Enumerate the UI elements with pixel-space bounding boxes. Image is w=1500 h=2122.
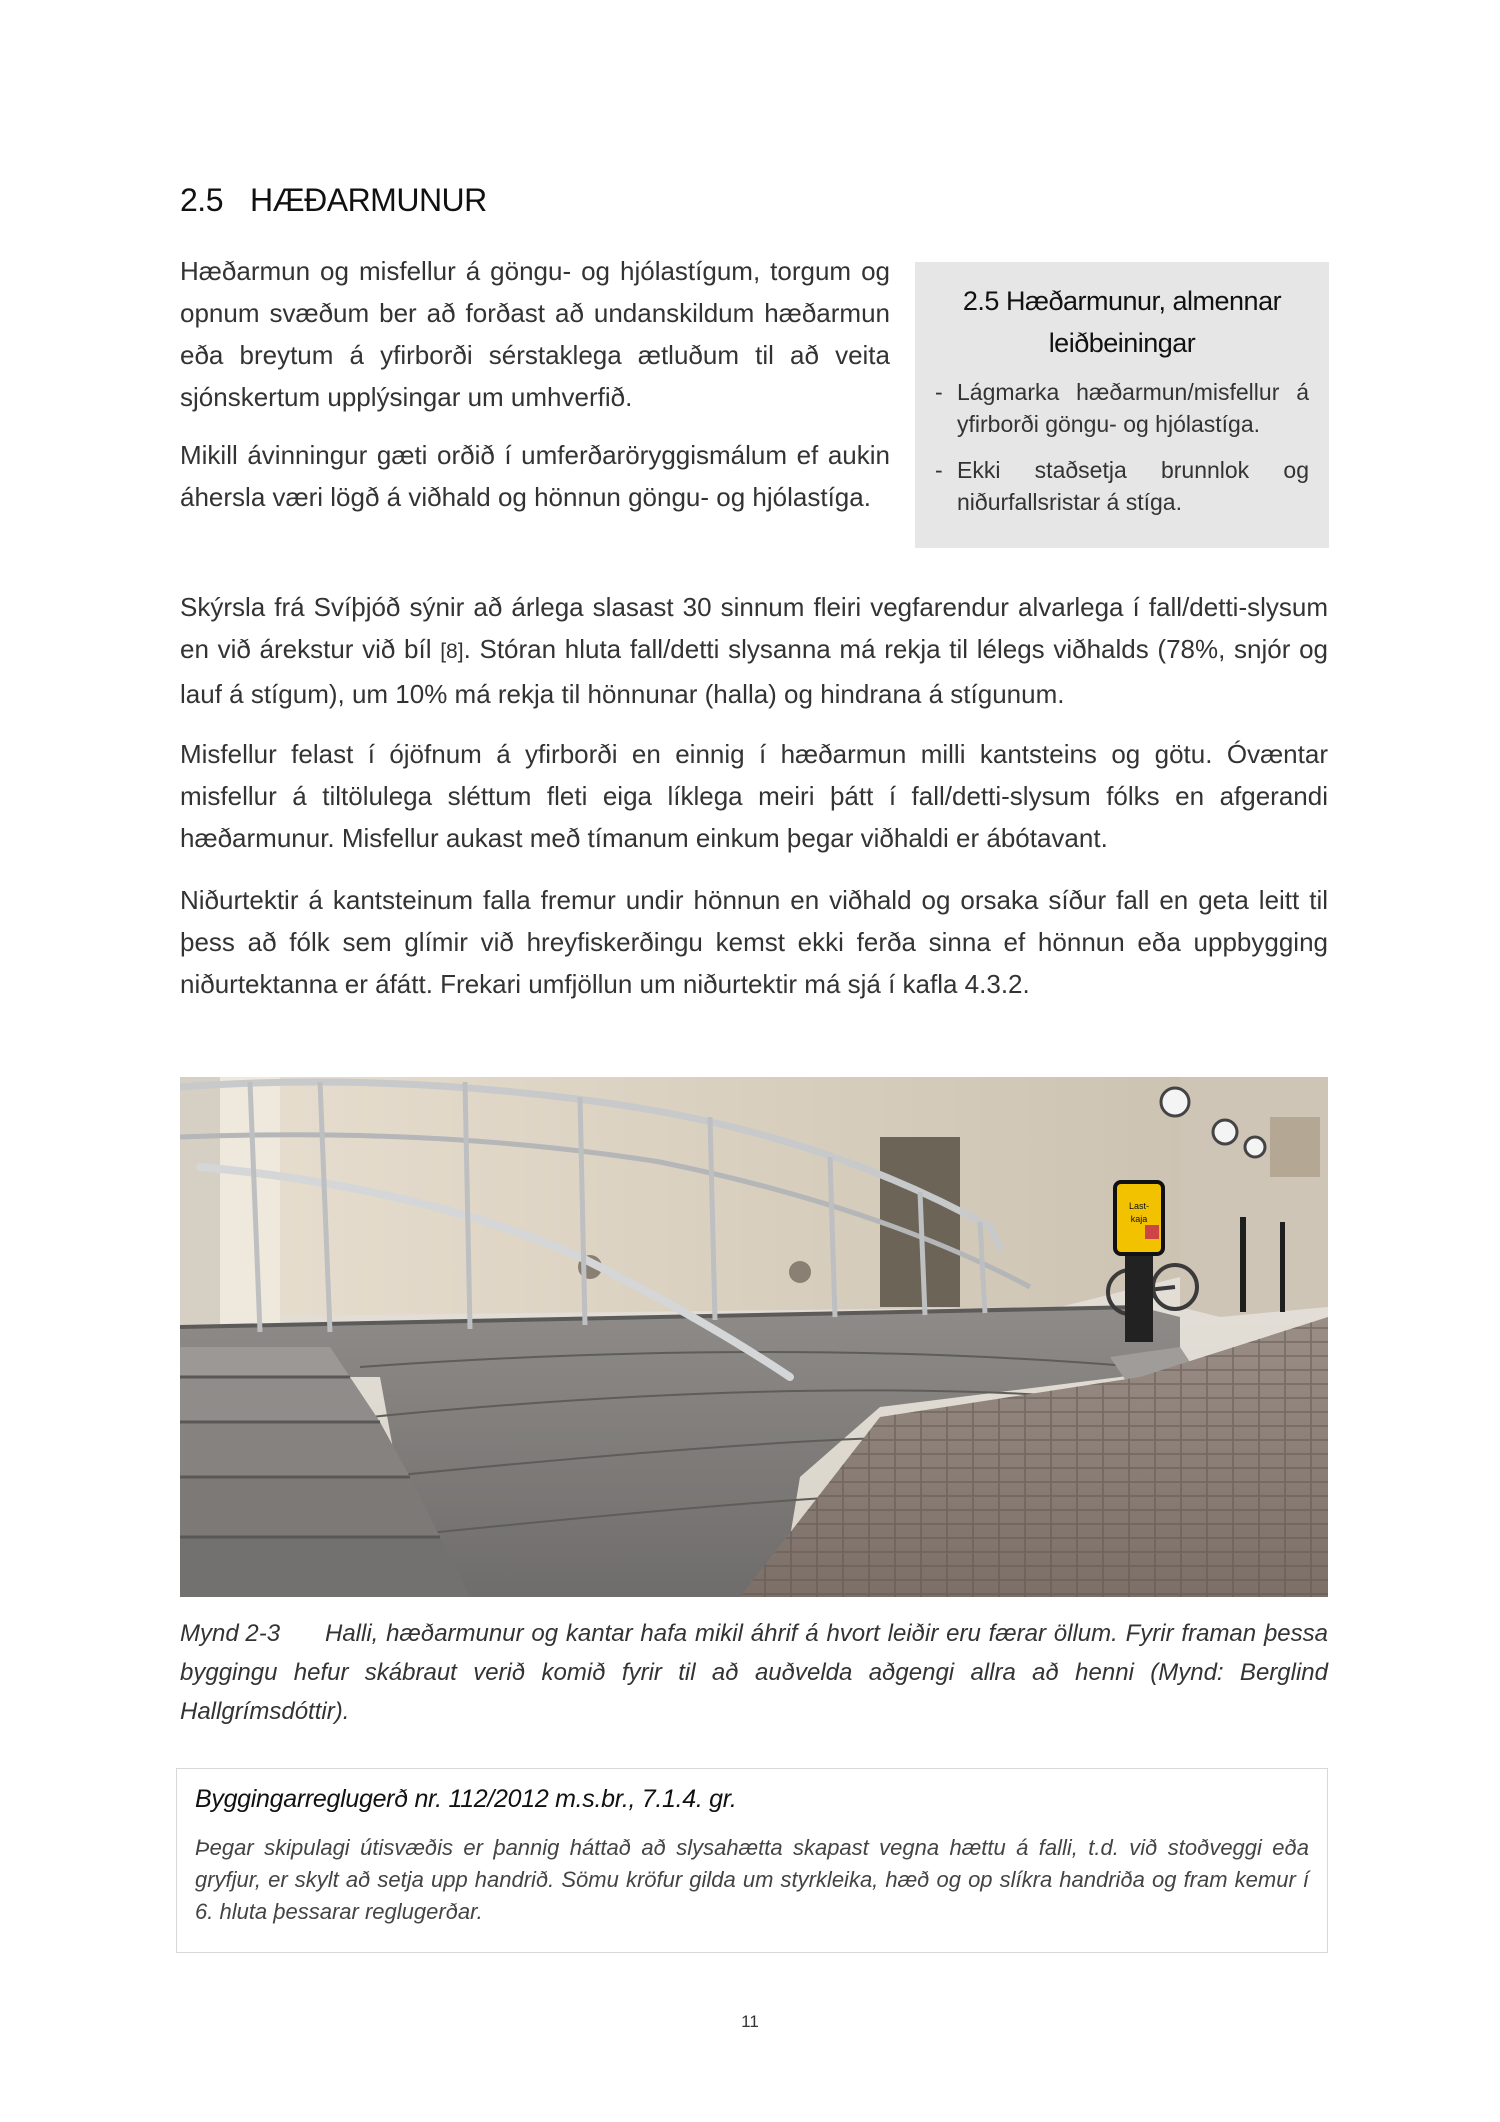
guideline-item: - Ekki staðsetja brunnlok og niðurfallsristar á stíga. — [935, 454, 1309, 518]
guidelines-box — [915, 262, 1329, 548]
section-title: HÆÐARMUNUR — [250, 182, 487, 218]
figure-photo — [180, 1077, 1328, 1597]
paragraph-1: Hæðarmun og misfellur á göngu- og hjólastígum, torgum og opnum svæðum ber að forðast að undanskildum hæðarmun eða breytum á yfirborði sérstaklega ætluðum til að veita sjónskertum upplýsingar um umhverfið. — [180, 256, 890, 412]
regulation-text: Þegar skipulagi útisvæðis er þannig háttað að slysahætta skapast vegna hættu á falli, t.d. við stoðveggi eða gryfjur, er skylt að setja upp handrið. Sömu kröfur gilda um styrkleika, hæð og op slíkra handriða og fram kemur í 6. hluta þessarar reglugerðar. — [195, 1835, 1309, 1924]
section-number: 2.5 — [180, 182, 223, 218]
list-dash: - — [935, 379, 943, 405]
guideline-item: - Lágmarka hæðarmun/misfellur á yfirborði göngu- og hjólastíga. — [935, 376, 1309, 440]
section-heading — [180, 182, 487, 219]
list-dash: - — [935, 457, 943, 483]
page-number: 11 — [741, 2012, 759, 2031]
sign-text-line-2: kaja — [1130, 1214, 1148, 1224]
figure-caption — [180, 1614, 1328, 1731]
figure-caption-text: Halli, hæðarmunur og kantar hafa mikil áhrif á hvort leiðir eru færar öllum. Fyrir framan þessa byggingu hefur skábraut verið komið fyrir til að auðvelda aðgengi allra að henni (Mynd: Berglind Hallgrímsdóttir). — [180, 1620, 1328, 1725]
reference-link[interactable]: [8] — [440, 640, 464, 663]
paragraph-3: Skýrsla frá Svíþjóð sýnir að árlega slasast 30 sinnum fleiri vegfarendur alvarlega í fall/detti-slysum en við árekstur við bíl [8]. Stóran hluta fall/detti slysanna má rekja til lélegs viðhalds (78%, snjór og lauf á stígum), um 10% má rekja til hönnunar (halla) og hindrana á stígunum. — [180, 592, 1328, 709]
guidelines-title: 2.5 Hæðarmunur, almennar leiðbeiningar — [962, 286, 1282, 358]
regulation-box — [176, 1768, 1328, 1953]
ramp-photo-illustration — [180, 1077, 1328, 1597]
figure-label: Mynd 2-3 — [180, 1620, 281, 1647]
paragraph-5: Niðurtektir á kantsteinum falla fremur undir hönnun en viðhald og orsaka síður fall en geta leitt til þess að fólk sem glímir við hreyfiskerðingu kemst ekki ferða sinna ef hönnun eða uppbygging niðurtektanna er áfátt. Frekari umfjöllun um niðurtektir má sjá í kafla 4.3.2. — [180, 885, 1328, 999]
regulation-title: Byggingarreglugerð nr. 112/2012 m.s.br., 7.1.4. gr. — [195, 1785, 737, 1813]
sign-text-line-1: Last- — [1128, 1201, 1150, 1211]
paragraph-2: Mikill ávinningur gæti orðið í umferðaröryggismálum ef aukin áhersla væri lögð á viðhald og hönnun göngu- og hjólastíga. — [180, 440, 890, 512]
paragraph-4: Misfellur felast í ójöfnum á yfirborði en einnig í hæðarmun milli kantsteins og götu. Óvæntar misfellur á tiltölulega sléttum fleti eiga líklega meiri þátt í fall/detti-slysum fólks en afgerandi hæðarmunur. Misfellur aukast með tímanum einkum þegar viðhaldi er ábótavant. — [180, 739, 1328, 853]
guidelines-list — [935, 376, 1309, 518]
